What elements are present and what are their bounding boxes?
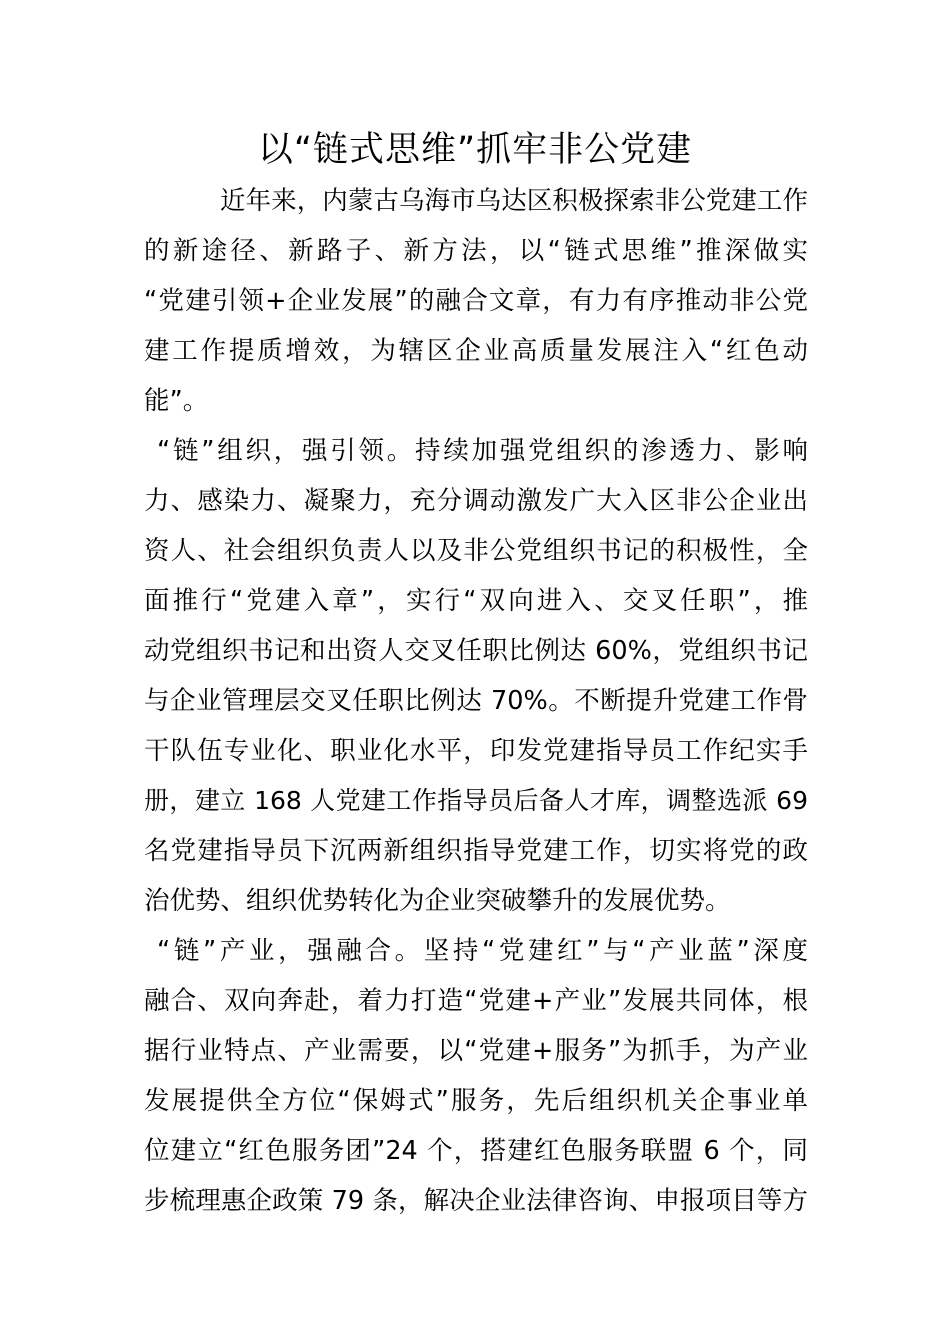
paragraph-2-line-7: 干队伍专业化、职业化水平，印发党建指导员工作纪实手 (144, 736, 808, 766)
paragraph-2-line-1: “链”组织，强引领。持续加强党组织的渗透力、影响 (157, 436, 808, 466)
paragraph-2-line-6: 与企业管理层交叉任职比例达 70%。不断提升党建工作骨 (144, 686, 808, 716)
paragraph-2-line-8: 册，建立 168 人党建工作指导员后备人才库，调整选派 69 (144, 786, 808, 815)
document-title: 以“链式思维”抓牢非公党建 (257, 130, 693, 170)
paragraph-2-line-2: 力、感染力、凝聚力，充分调动激发广大入区非公企业出 (144, 486, 808, 516)
paragraph-3-line-3: 据行业特点、产业需要，以“党建+服务”为抓手，为产业 (144, 1036, 808, 1066)
paragraph-1-line-5: 能”。 (144, 386, 209, 416)
paragraph-3-line-4: 发展提供全方位“保姆式”服务，先后组织机关企事业单 (144, 1086, 808, 1116)
paragraph-2-line-4: 面推行“党建入章”，实行“双向进入、交叉任职”，推 (144, 586, 808, 616)
paragraph-3-line-5: 位建立“红色服务团”24 个，搭建红色服务联盟 6 个，同 (144, 1136, 808, 1166)
paragraph-2-line-9: 名党建指导员下沉两新组织指导党建工作，切实将党的政 (144, 836, 808, 866)
paragraph-1-line-3: “党建引领+企业发展”的融合文章，有力有序推动非公党 (144, 286, 808, 316)
paragraph-2-line-10: 治优势、组织优势转化为企业突破攀升的发展优势。 (144, 886, 731, 916)
paragraph-1-line-2: 的新途径、新路子、新方法，以“链式思维”推深做实 (144, 236, 808, 266)
paragraph-1-line-1: 近年来，内蒙古乌海市乌达区积极探索非公党建工作 (220, 186, 808, 216)
paragraph-3-line-6: 步梳理惠企政策 79 条，解决企业法律咨询、申报项目等方 (144, 1186, 808, 1216)
paragraph-3-line-2: 融合、双向奔赴，着力打造“党建+产业”发展共同体，根 (144, 986, 808, 1016)
paragraph-1-line-4: 建工作提质增效，为辖区企业高质量发展注入“红色动 (144, 336, 808, 366)
paragraph-2-line-3: 资人、社会组织负责人以及非公党组织书记的积极性，全 (144, 536, 808, 566)
paragraph-3-line-1: “链”产业，强融合。坚持“党建红”与“产业蓝”深度 (157, 936, 808, 966)
paragraph-2-line-5: 动党组织书记和出资人交叉任职比例达 60%，党组织书记 (144, 636, 808, 666)
